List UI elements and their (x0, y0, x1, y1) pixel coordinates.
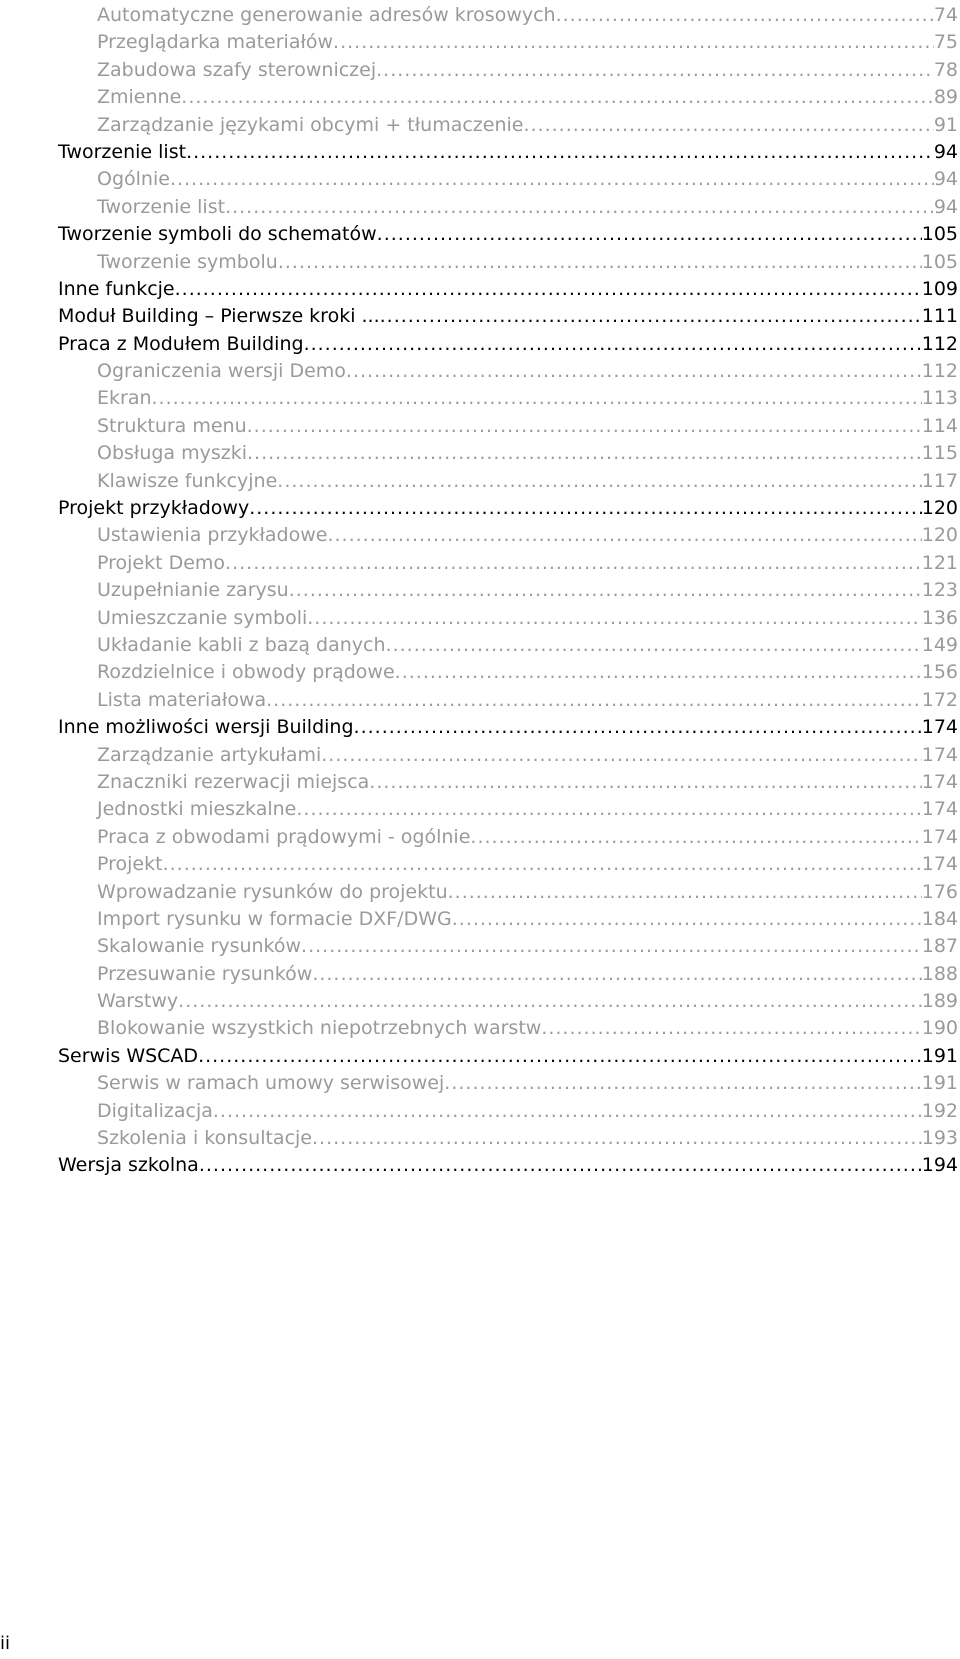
toc-section-entry[interactable] (58, 632, 958, 659)
toc-entry-title: Praca z Modułem Building (58, 332, 304, 355)
table-of-contents (58, 2, 958, 1180)
toc-entry-title: Uzupełnianie zarysu (97, 579, 289, 602)
toc-section-entry[interactable] (58, 413, 958, 440)
toc-entry-page-number: 113 (921, 387, 958, 410)
toc-section-entry[interactable] (58, 906, 958, 933)
toc-entry-title: Projekt (97, 853, 163, 876)
toc-entry-title: Serwis w ramach umowy serwisowej (97, 1072, 445, 1095)
toc-entry-title: Serwis WSCAD (58, 1044, 199, 1067)
toc-chapter-entry[interactable] (58, 1043, 958, 1070)
toc-entry-page-number: 174 (921, 825, 958, 848)
toc-dot-leader (163, 851, 922, 878)
toc-dot-leader (448, 879, 922, 906)
toc-entry-page-number: 89 (933, 86, 958, 109)
toc-entry-title: Blokowanie wszystkich niepotrzebnych warstw (97, 1017, 542, 1040)
toc-entry-title: Skalowanie rysunków (97, 935, 302, 958)
toc-entry-title: Wersja szkolna (58, 1154, 199, 1177)
toc-dot-leader (523, 112, 933, 139)
toc-entry-title: Wprowadzanie rysunków do projektu (97, 880, 448, 903)
toc-section-entry[interactable] (58, 1070, 958, 1097)
toc-section-entry[interactable] (58, 194, 958, 221)
toc-entry-page-number: 189 (921, 990, 958, 1013)
toc-entry-page-number: 121 (921, 551, 958, 574)
toc-entry-title: Automatyczne generowanie adresów krosowych (97, 4, 556, 26)
toc-entry-page-number: 111 (921, 305, 958, 328)
toc-entry-title: Tworzenie list (97, 195, 226, 218)
toc-entry-title: Import rysunku w formacie DXF/DWG (97, 907, 452, 930)
toc-entry-title: Warstwy (97, 990, 179, 1013)
toc-section-entry[interactable] (58, 1015, 958, 1042)
toc-dot-leader (395, 659, 922, 686)
toc-entry-page-number: 174 (921, 716, 958, 739)
toc-section-entry[interactable] (58, 358, 958, 385)
toc-entry-page-number: 174 (921, 770, 958, 793)
toc-section-entry[interactable] (58, 112, 958, 139)
toc-entry-page-number: 172 (921, 688, 958, 711)
toc-entry-title: Obsługa myszki (97, 442, 248, 465)
toc-entry-title: Inne funkcje (58, 277, 175, 300)
toc-entry-page-number: 174 (921, 743, 958, 766)
toc-entry-page-number: 184 (921, 907, 958, 930)
toc-entry-title: Ustawienia przykładowe (97, 524, 328, 547)
toc-section-entry[interactable] (58, 550, 958, 577)
toc-entry-page-number: 109 (921, 277, 958, 300)
toc-dot-leader (354, 714, 922, 741)
toc-section-entry[interactable] (58, 1098, 958, 1125)
toc-entry-page-number: 78 (933, 58, 958, 81)
toc-entry-page-number: 174 (921, 798, 958, 821)
toc-section-entry[interactable] (58, 249, 958, 276)
toc-entry-title: Tworzenie symboli do schematów (58, 223, 377, 246)
toc-entry-page-number: 191 (921, 1072, 958, 1095)
toc-entry-page-number: 115 (921, 442, 958, 465)
toc-entry-page-number: 174 (921, 853, 958, 876)
toc-entry-page-number: 94 (933, 195, 958, 218)
toc-entry-page-number: 117 (921, 469, 958, 492)
toc-dot-leader (377, 221, 922, 248)
toc-dot-leader (369, 769, 921, 796)
toc-dot-leader (376, 57, 934, 84)
toc-section-entry[interactable] (58, 57, 958, 84)
toc-dot-leader (277, 468, 921, 495)
toc-dot-leader (556, 2, 934, 29)
toc-chapter-entry[interactable] (58, 139, 958, 166)
toc-entry-page-number: 191 (921, 1044, 958, 1067)
toc-entry-title: Ograniczenia wersji Demo (97, 360, 346, 383)
toc-dot-leader (266, 687, 922, 714)
toc-entry-title: Inne możliwości wersji Building (58, 716, 354, 739)
toc-entry-title: Zabudowa szafy sterowniczej (97, 58, 377, 81)
toc-section-entry[interactable] (58, 961, 958, 988)
toc-entry-title: Jednostki mieszkalne (97, 798, 297, 821)
toc-entry-title: Lista materiałowa (97, 688, 267, 711)
toc-section-entry[interactable] (58, 687, 958, 714)
toc-entry-title: Szkolenia i konsultacje (97, 1127, 312, 1150)
toc-entry-page-number: 176 (921, 880, 958, 903)
toc-dot-leader (170, 166, 934, 193)
toc-entry-title: Zmienne (97, 86, 182, 109)
toc-entry-title: Umieszczanie symboli (97, 606, 308, 629)
toc-entry-title: Klawisze funkcyjne (97, 469, 278, 492)
toc-entry-page-number: 192 (921, 1099, 958, 1122)
toc-chapter-entry[interactable] (58, 1152, 958, 1179)
toc-dot-leader (152, 385, 922, 412)
toc-dot-leader (186, 139, 934, 166)
toc-dot-leader (249, 495, 922, 522)
toc-dot-leader (247, 440, 922, 467)
toc-section-entry[interactable] (58, 522, 958, 549)
toc-section-entry[interactable] (58, 879, 958, 906)
toc-dot-leader (289, 577, 922, 604)
toc-entry-page-number: 105 (921, 223, 958, 246)
toc-dot-leader (181, 84, 934, 111)
toc-dot-leader (225, 194, 934, 221)
toc-section-entry[interactable] (58, 166, 958, 193)
toc-entry-page-number: 193 (921, 1127, 958, 1150)
toc-entry-page-number: 136 (921, 606, 958, 629)
toc-entry-page-number: 91 (933, 113, 958, 136)
toc-entry-page-number: 112 (921, 360, 958, 383)
toc-chapter-entry[interactable] (58, 331, 958, 358)
toc-entry-page-number: 114 (921, 414, 958, 437)
toc-section-entry[interactable] (58, 824, 958, 851)
toc-entry-page-number: 120 (921, 524, 958, 547)
toc-entry-title: Rozdzielnice i obwody prądowe (97, 661, 395, 684)
toc-dot-leader (178, 988, 922, 1015)
toc-section-entry[interactable] (58, 468, 958, 495)
toc-dot-leader (346, 358, 922, 385)
toc-dot-leader (333, 29, 934, 56)
toc-dot-leader (175, 276, 922, 303)
toc-dot-leader (541, 1015, 921, 1042)
toc-dot-leader (304, 331, 922, 358)
toc-section-entry[interactable] (58, 385, 958, 412)
toc-section-entry[interactable] (58, 988, 958, 1015)
toc-section-entry[interactable] (58, 577, 958, 604)
toc-entry-title: Zarządzanie językami obcymi + tłumaczenie (97, 113, 524, 136)
toc-dot-leader (278, 249, 922, 276)
toc-entry-title: Przeglądarka materiałów (97, 31, 334, 54)
toc-entry-page-number: 105 (921, 250, 958, 273)
toc-section-entry[interactable] (58, 29, 958, 56)
toc-dot-leader (199, 1152, 922, 1179)
toc-entry-title: Przesuwanie rysunków (97, 962, 313, 985)
toc-dot-leader (198, 1043, 922, 1070)
toc-entry-title: Struktura menu (97, 414, 247, 437)
toc-entry-title: Układanie kabli z bazą danych (97, 633, 386, 656)
toc-entry-page-number: 156 (921, 661, 958, 684)
toc-entry-title: Projekt Demo (97, 551, 226, 574)
toc-entry-title: Znaczniki rezerwacji miejsca (97, 770, 370, 793)
toc-entry-title: Zarządzanie artykułami (97, 743, 322, 766)
toc-dot-leader (296, 796, 921, 823)
toc-section-entry[interactable] (58, 933, 958, 960)
toc-dot-leader (312, 1125, 922, 1152)
toc-entry-title: Tworzenie list (58, 140, 187, 163)
toc-section-entry[interactable] (58, 440, 958, 467)
toc-chapter-entry[interactable] (58, 495, 958, 522)
toc-dot-leader (380, 303, 922, 330)
toc-section-entry[interactable] (58, 1125, 958, 1152)
toc-chapter-entry[interactable] (58, 303, 958, 330)
toc-entry-page-number: 123 (921, 579, 958, 602)
toc-entry-title: Tworzenie symbolu (97, 250, 278, 273)
toc-entry-page-number: 74 (933, 4, 958, 26)
toc-dot-leader (225, 550, 922, 577)
footer-page-number: ii (0, 1633, 11, 1654)
toc-entry-page-number: 94 (933, 168, 958, 191)
toc-dot-leader (386, 632, 922, 659)
toc-section-entry[interactable] (58, 769, 958, 796)
toc-section-entry[interactable] (58, 84, 958, 111)
toc-dot-leader (301, 933, 922, 960)
toc-entry-page-number: 94 (933, 140, 958, 163)
toc-entry-title: Digitalizacja (97, 1099, 213, 1122)
toc-dot-leader (444, 1070, 921, 1097)
toc-entry-page-number: 190 (921, 1017, 958, 1040)
toc-dot-leader (312, 961, 921, 988)
toc-entry-title: Projekt przykładowy (58, 497, 250, 520)
toc-entry-page-number: 112 (921, 332, 958, 355)
toc-entry-title: Ekran (97, 387, 152, 410)
toc-entry-title: Ogólnie (97, 168, 170, 191)
toc-dot-leader (327, 522, 921, 549)
toc-section-entry[interactable] (58, 605, 958, 632)
toc-entry-title: Moduł Building – Pierwsze kroki ... (58, 305, 380, 328)
toc-section-entry[interactable] (58, 851, 958, 878)
toc-section-entry[interactable] (58, 742, 958, 769)
toc-entry-page-number: 120 (921, 497, 958, 520)
toc-entry-page-number: 75 (933, 31, 958, 54)
toc-dot-leader (213, 1098, 922, 1125)
toc-section-entry[interactable] (58, 2, 958, 29)
toc-dot-leader (307, 605, 921, 632)
toc-section-entry[interactable] (58, 659, 958, 686)
toc-entry-page-number: 149 (921, 633, 958, 656)
toc-chapter-entry[interactable] (58, 276, 958, 303)
toc-dot-leader (470, 824, 921, 851)
toc-section-entry[interactable] (58, 796, 958, 823)
toc-entry-page-number: 187 (921, 935, 958, 958)
toc-entry-page-number: 188 (921, 962, 958, 985)
toc-chapter-entry[interactable] (58, 714, 958, 741)
toc-chapter-entry[interactable] (58, 221, 958, 248)
toc-dot-leader (321, 742, 921, 769)
toc-dot-leader (247, 413, 922, 440)
toc-entry-title: Praca z obwodami prądowymi - ogólnie (97, 825, 471, 848)
toc-entry-page-number: 194 (921, 1154, 958, 1177)
toc-dot-leader (452, 906, 922, 933)
